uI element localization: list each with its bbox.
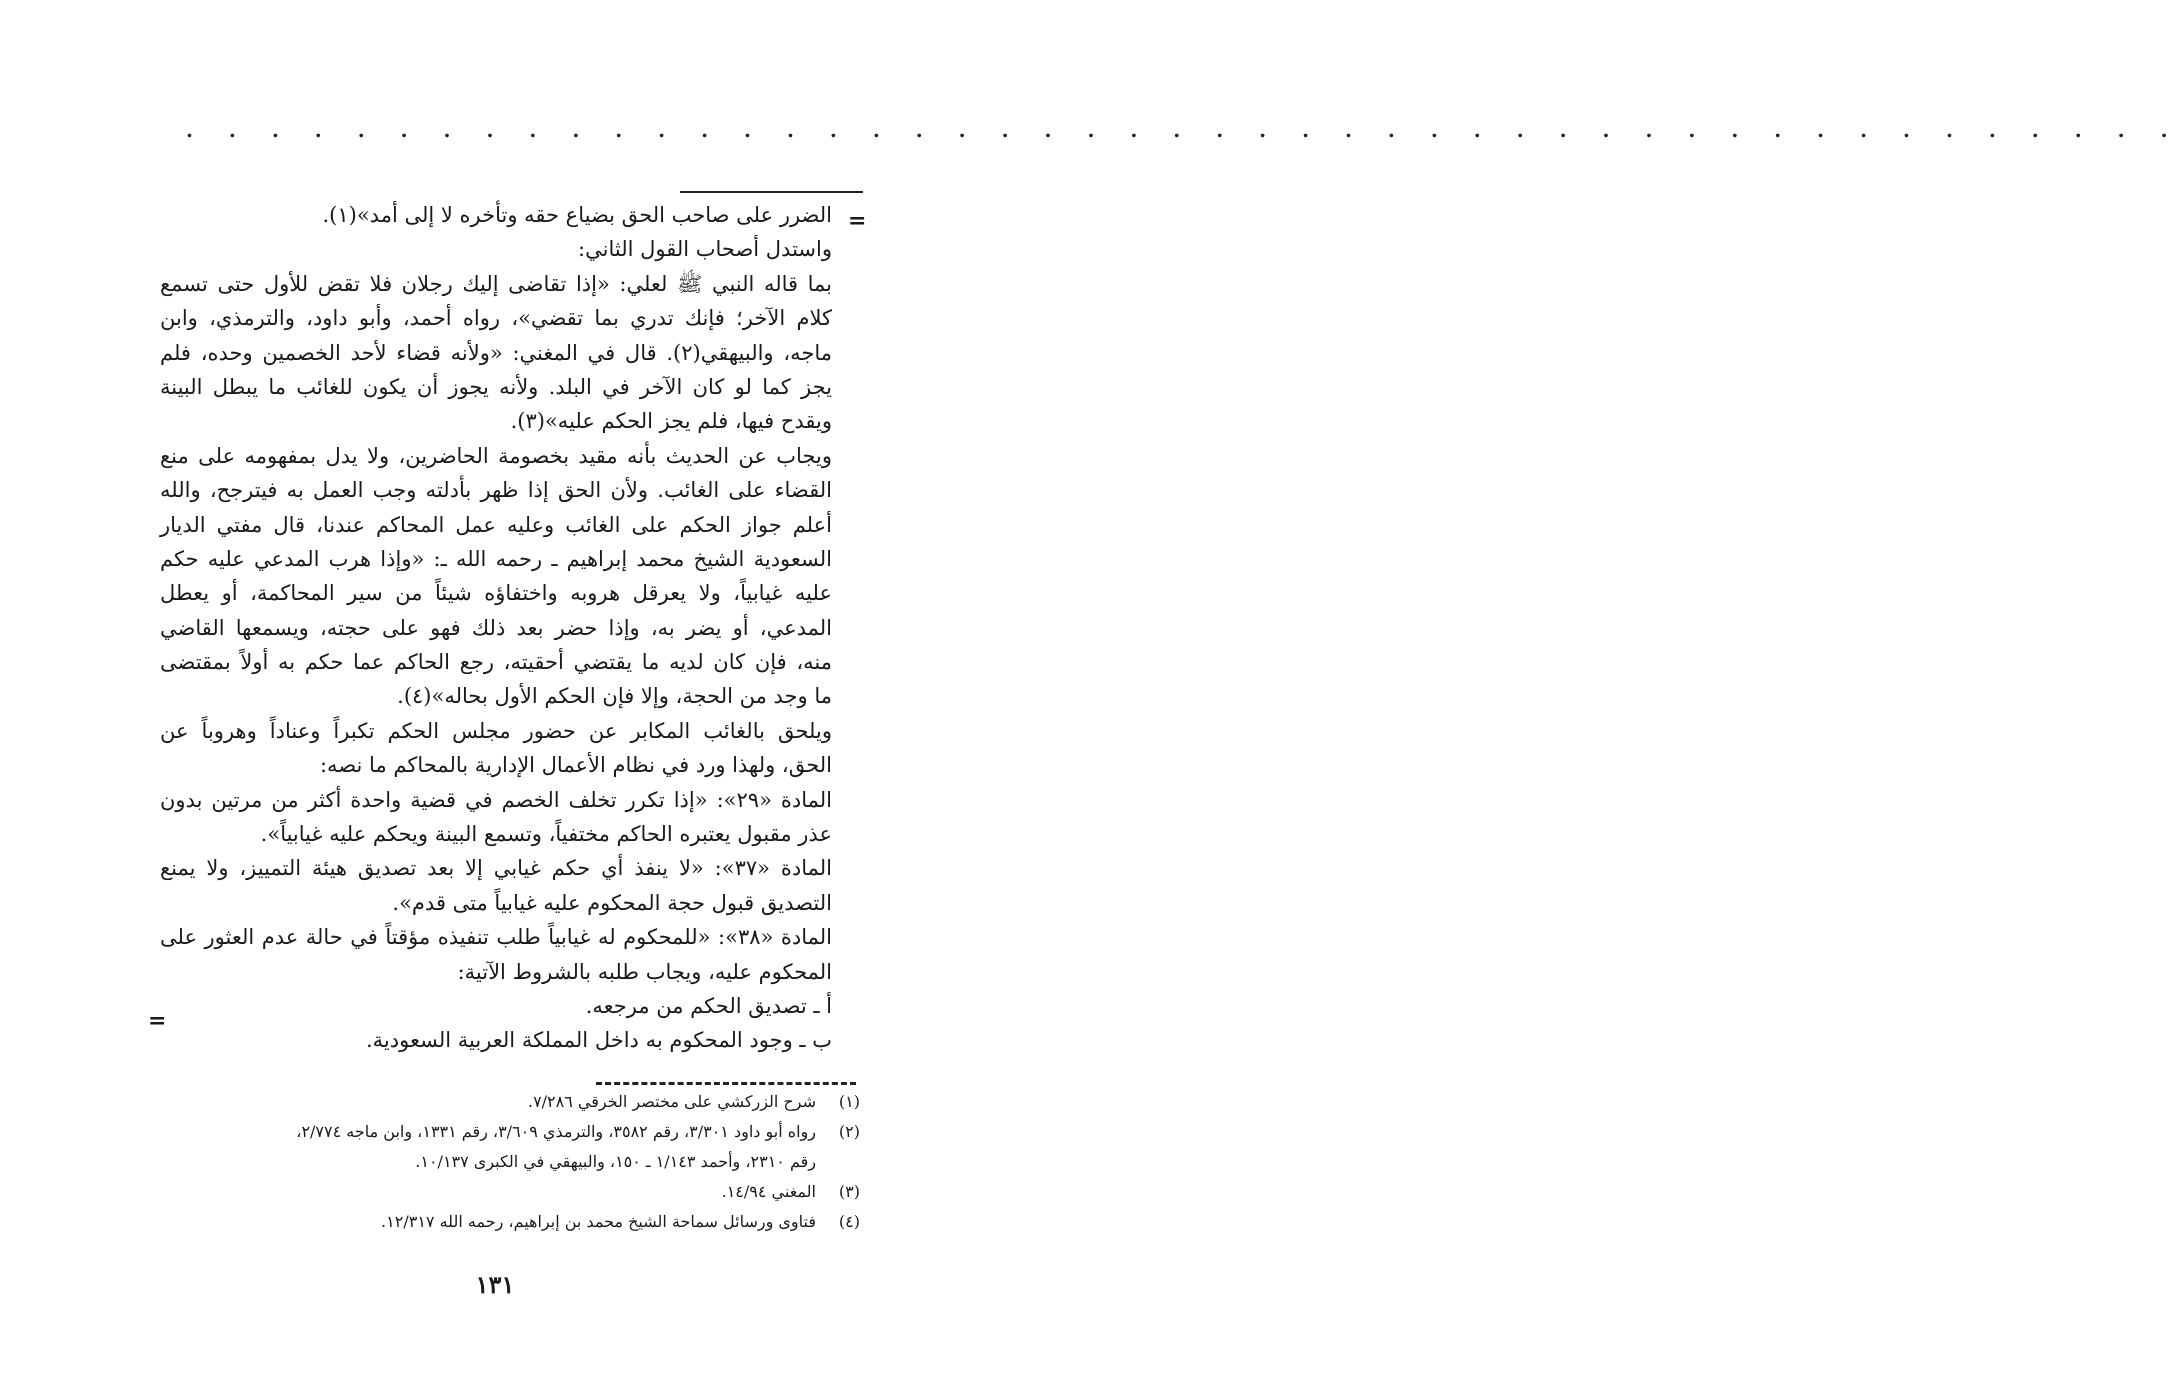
text-line: التصديق قبول حجة المحكوم عليه غيابياً متى قدم». <box>392 890 832 915</box>
footnote-text: شرح الزركشي على مختصر الخرقي ٧/٢٨٦. <box>527 1092 816 1111</box>
text-line: منه، فإن كان لديه ما يقتضي أحقيته، رجع الحاكم عما حكم به أولاً بمقتضى <box>160 650 832 675</box>
decorative-dot-row: . . . . . . . . . . . . . . . . . . . . . . . . . . . . . . . . . . . . . . . . . . . . . . . <box>186 118 2182 142</box>
footnote-separator <box>596 1082 856 1085</box>
footnote-number: (٣) <box>838 1182 860 1201</box>
footnotes <box>160 1087 860 1237</box>
text-line: الحق، ولهذا ورد في نظام الأعمال الإدارية بالمحاكم ما نصه: <box>319 753 832 778</box>
text-line: القضاء على الغائب. ولأن الحق إذا ظهر بأدلته وجب العمل به فيترجح، والله <box>160 478 832 503</box>
footnote-text: رواه أبو داود ٣/٣٠١، رقم ٣٥٨٢، والترمذي ٣/٦٠٩، رقم ١٣٣١، وابن ماجه ٢/٧٧٤، <box>296 1122 816 1141</box>
footnote <box>160 1177 860 1207</box>
footnote-text: المغني ١٤/٩٤. <box>721 1182 816 1201</box>
text-line: ويجاب عن الحديث بأنه مقيد بخصومة الحاضرين، ولا يدل بمفهومه على منع <box>160 443 832 468</box>
text-line: المادة «٣٧»: «لا ينفذ أي حكم غيابي إلا بعد تصديق هيئة التمييز، ولا يمنع <box>160 856 832 881</box>
text-line: المحكوم عليه، ويجاب طلبه بالشروط الآتية: <box>457 959 832 984</box>
text-line: ويلحق بالغائب المكابر عن حضور مجلس الحكم تكبراً وعناداً وهروباً عن <box>160 718 832 743</box>
footnote-text: رقم ٢٣١٠، وأحمد ١/١٤٣ ـ ١٥٠، والبيهقي في الكبرى ١٠/١٣٧. <box>415 1152 816 1171</box>
footnote-number: (٢) <box>838 1122 860 1141</box>
text-line: عليه غيابياً، ولا يعرقل هروبه واختفاؤه شيئاً من سير المحاكمة، أو يعطل <box>160 581 832 606</box>
text-line: ما وجد من الحجة، وإلا فإن الحكم الأول بحاله»(٤). <box>397 684 832 709</box>
text-line: ماجه، والبيهقي(٢). قال في المغني: «ولأنه قضاء لأحد الخصمين وحده، فلم <box>160 340 832 365</box>
continuation-mark-top: = <box>848 208 867 234</box>
footnote-number: (١) <box>838 1092 860 1111</box>
text-line: كلام الآخر؛ فإنك تدري بما تقضي»، رواه أحمد، وأبو داود، والترمذي، وابن <box>160 306 832 331</box>
footnote <box>160 1207 860 1237</box>
text-line: ويقدح فيها، فلم يجز الحكم عليه»(٣). <box>510 409 832 434</box>
footnote-text: فتاوى ورسائل سماحة الشيخ محمد بن إبراهيم، رحمه الله ١٢/٣١٧. <box>381 1212 816 1231</box>
text-line: المادة «٢٩»: «إذا تكرر تخلف الخصم في قضية واحدة أكثر من مرتين بدون <box>160 787 833 812</box>
footnote <box>160 1087 860 1117</box>
text-line: بما قاله النبي ﷺ لعلي: «إذا تقاضى إليك رجلان فلا تقض للأول حتى تسمع <box>160 271 832 296</box>
text-line: عذر مقبول يعتبره الحاكم مختفياً، وتسمع البينة ويحكم عليه غيابياً». <box>260 822 832 847</box>
footnote <box>160 1147 860 1177</box>
footnote-number: (٤) <box>838 1212 860 1231</box>
text-line: السعودية الشيخ محمد إبراهيم ـ رحمه الله ـ: «وإذا هرب المدعي عليه حكم <box>160 546 832 571</box>
main-text <box>160 198 832 1058</box>
page-number: ١٣١ <box>475 1270 515 1299</box>
text-line: واستدل أصحاب القول الثاني: <box>578 237 832 262</box>
text-line: المدعي، أو يضر به، وإذا حضر بعد ذلك فهو على حجته، ويسمعها القاضي <box>160 615 832 640</box>
text-line: الضرر على صاحب الحق بضياع حقه وتأخره لا إلى أمد»(١). <box>322 203 832 227</box>
text-line: ب ـ وجود المحكوم به داخل المملكة العربية السعودية. <box>366 1028 832 1053</box>
top-rule <box>680 191 863 193</box>
text-line: المادة «٣٨»: «للمحكوم له غيابياً طلب تنفيذه مؤقتاً في حالة عدم العثور على <box>160 925 832 950</box>
text-line: يجز كما لو كان الآخر في البلد. ولأنه يجوز أن يكون للغائب ما يبطل البينة <box>160 374 832 399</box>
text-line: أعلم جواز الحكم على الغائب وعليه عمل المحاكم عندنا، قال مفتي الديار <box>160 512 832 537</box>
footnote <box>160 1117 860 1147</box>
continuation-mark-bottom: = <box>148 1008 167 1034</box>
text-line: أ ـ تصديق الحكم من مرجعه. <box>585 993 832 1018</box>
